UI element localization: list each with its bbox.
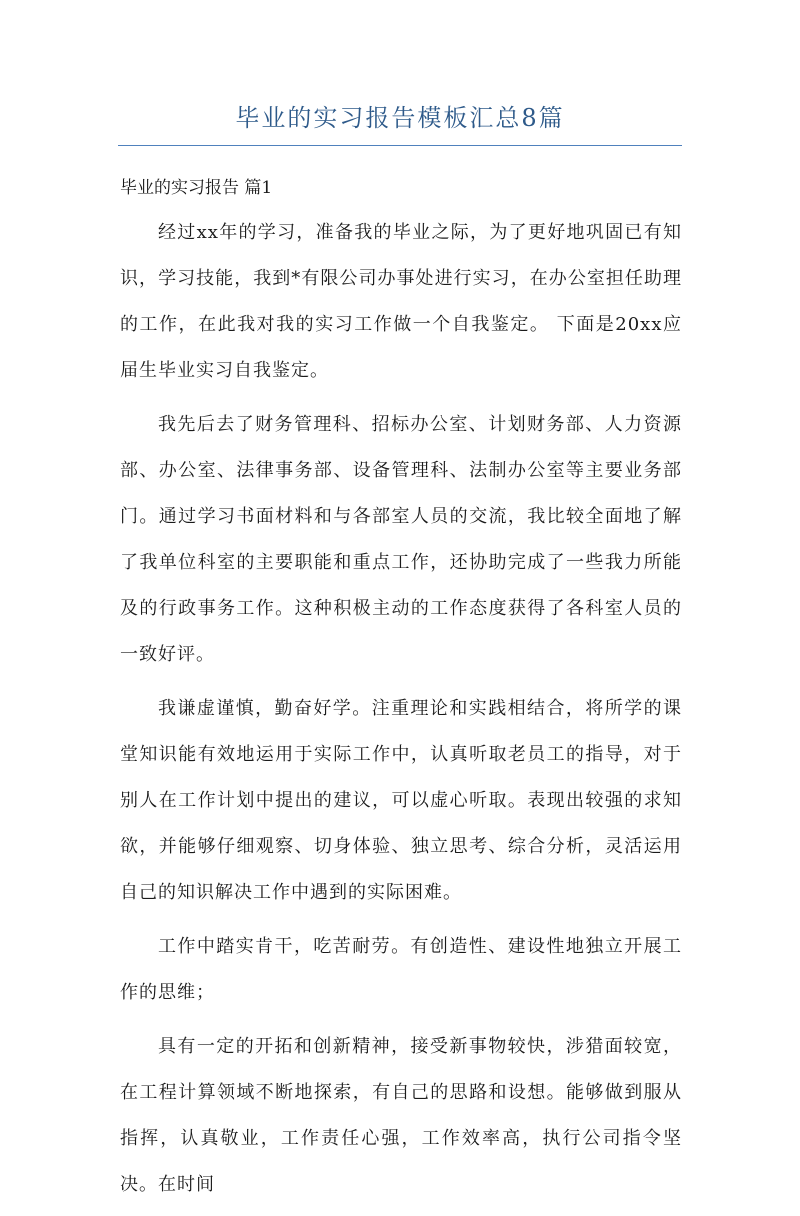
section-heading: 毕业的实习报告 篇1 bbox=[120, 178, 273, 198]
paragraph: 工作中踏实肯干，吃苦耐劳。有创造性、建设性地独立开展工作的思维； bbox=[120, 936, 682, 1003]
document-title: 毕业的实习报告模板汇总8篇 bbox=[235, 104, 565, 132]
document-body bbox=[120, 210, 682, 1216]
paragraph: 我先后去了财务管理科、招标办公室、计划财务部、人力资源部、办公室、法律事务部、设备管理科、法制办公室等主要业务部门。通过学习书面材料和与各部室人员的交流，我比较全面地了解了我单位科室的主要职能和重点工作，还协助完成了一些我力所能及的行政事务工作。这种积极主动的工作态度获得了各科室人员的一致好评。 bbox=[120, 414, 682, 665]
title-underline bbox=[118, 145, 682, 146]
paragraph: 经过xx年的学习，准备我的毕业之际，为了更好地巩固已有知识，学习技能，我到*有限公司办事处进行实习，在办公室担任助理的工作，在此我对我的实习工作做一个自我鉴定。 下面是20xx应届生毕业实习自我鉴定。 bbox=[120, 222, 682, 381]
paragraph: 具有一定的开拓和创新精神，接受新事物较快，涉猎面较宽，在工程计算领域不断地探索，有自己的思路和设想。能够做到服从指挥，认真敬业，工作责任心强，工作效率高，执行公司指令坚决。在时间 bbox=[120, 1036, 682, 1195]
paragraph: 我谦虚谨慎，勤奋好学。注重理论和实践相结合，将所学的课堂知识能有效地运用于实际工作中，认真听取老员工的指导，对于别人在工作计划中提出的建议，可以虚心听取。表现出较强的求知欲，并能够仔细观察、切身体验、独立思考、综合分析，灵活运用自己的知识解决工作中遇到的实际困难。 bbox=[120, 698, 682, 903]
